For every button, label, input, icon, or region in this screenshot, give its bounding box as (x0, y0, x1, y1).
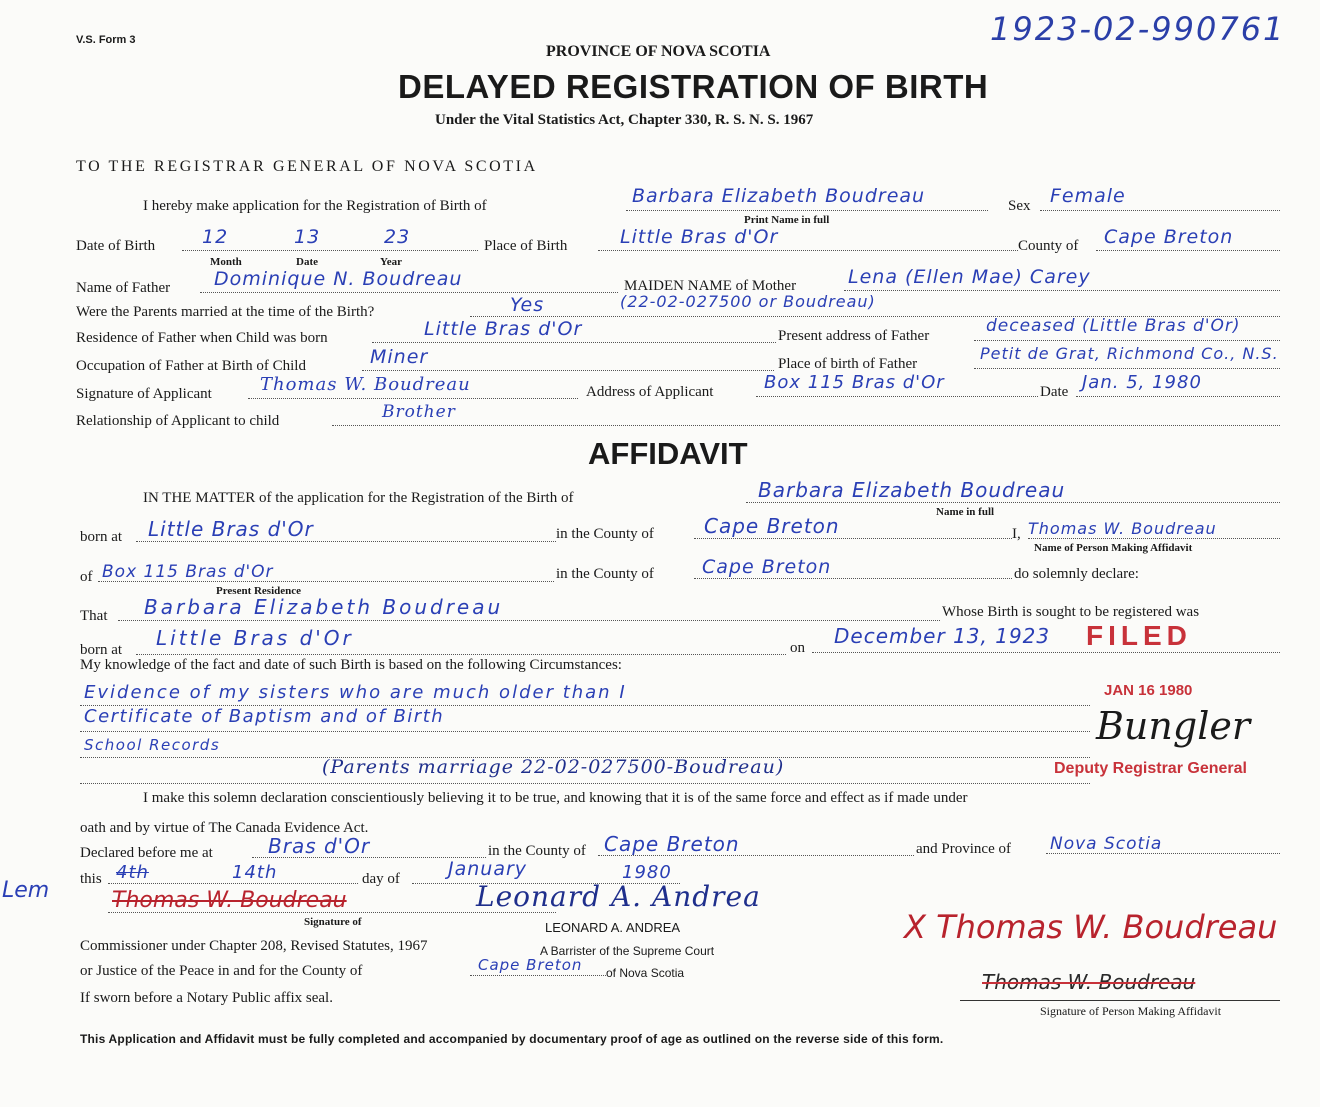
place-birth-value: Little Bras d'Or (620, 226, 779, 248)
registration-number: 1923-02-990761 (990, 10, 1286, 48)
i-label: I, (1012, 526, 1021, 542)
form-subtitle: Under the Vital Statistics Act, Chapter 330, R. S. N. S. 1967 (435, 112, 814, 128)
sig-person-line (960, 1000, 1280, 1001)
of-label: of (80, 569, 93, 585)
month-caption: Month (210, 256, 242, 268)
present-addr-label: Present address of Father (778, 328, 930, 344)
relationship-label: Relationship of Applicant to child (76, 413, 280, 429)
in-county-line (694, 538, 1012, 539)
relationship-line (332, 425, 1280, 426)
sig-of-caption: Signature of (304, 916, 362, 928)
declared-prov-value: Nova Scotia (1050, 834, 1163, 854)
county-value: Cape Breton (1104, 226, 1234, 248)
born-at-label: born at (80, 529, 123, 545)
father-value: Dominique N. Boudreau (214, 268, 463, 290)
affidavit-heading: AFFIDAVIT (588, 436, 748, 471)
that-name-value: Barbara Elizabeth Boudreau (144, 595, 504, 619)
form-title: DELAYED REGISTRATION OF BIRTH (398, 68, 989, 105)
addr-applicant-line (756, 396, 1038, 397)
addr-applicant-label: Address of Applicant (586, 384, 714, 400)
occupation-line (362, 370, 774, 371)
aff-born-value: Little Bras d'Or (148, 517, 314, 541)
father-line (200, 292, 618, 293)
on-date-value: December 13, 1923 (834, 624, 1051, 648)
sig-of-line (108, 912, 556, 913)
justice-line (470, 975, 606, 976)
res-father-line (372, 342, 776, 343)
date-caption: Date (296, 256, 318, 268)
sex-value: Female (1050, 185, 1126, 207)
justice-label: or Justice of the Peace in and for the County of (80, 963, 363, 979)
place-father-label: Place of birth of Father (778, 356, 918, 372)
year-of-value: 1980 (622, 862, 672, 883)
declared-label: Declared before me at (80, 845, 213, 861)
res-county-line (694, 578, 1012, 579)
justice-county-value: Cape Breton (478, 956, 583, 974)
deputy-registrar-stamp: Deputy Registrar General (1054, 760, 1247, 777)
that-line (118, 620, 940, 621)
occupation-label: Occupation of Father at Birth of Child (76, 358, 306, 374)
child-name: Barbara Elizabeth Boudreau (632, 185, 926, 207)
solemn-line-2: oath and by virtue of The Canada Evidence Act. (80, 820, 369, 836)
name-line (626, 210, 988, 211)
form-number: V.S. Form 3 (76, 34, 136, 46)
dob-label: Date of Birth (76, 238, 156, 254)
sex-line (1040, 210, 1280, 211)
struck-commissioner-sig: Thomas W. Boudreau (112, 888, 347, 913)
aff-person-value: Thomas W. Boudreau (1028, 519, 1217, 538)
circumstance-2: Certificate of Baptism and of Birth (84, 706, 445, 727)
to-registrar: TO THE REGISTRAR GENERAL OF NOVA SCOTIA (76, 158, 538, 175)
present-addr-line (974, 340, 1280, 341)
in-county-label-3: in the County of (488, 843, 586, 859)
sex-label: Sex (1008, 198, 1031, 214)
commissioner-name: LEONARD A. ANDREA (545, 920, 681, 935)
circumstance-1: Evidence of my sisters who are much older than I (84, 682, 627, 703)
matter-label: IN THE MATTER of the application for the Registration of the Birth of (143, 490, 574, 506)
date-applic-value: Jan. 5, 1980 (1082, 372, 1202, 393)
notary-label: If sworn before a Notary Public affix seal. (80, 990, 333, 1006)
dob-month: 12 (202, 226, 229, 248)
in-county-label: in the County of (556, 526, 654, 542)
declared-county-value: Cape Breton (604, 832, 740, 856)
struck-applicant-sig: Thomas W. Boudreau (982, 970, 1196, 994)
stamp-date: JAN 16 1980 (1104, 682, 1193, 699)
registrar-signature: Bungler (1096, 704, 1251, 748)
filed-stamp: FILED (1086, 620, 1192, 651)
place-father-value: Petit de Grat, Richmond Co., N.S. (980, 344, 1279, 363)
knowledge-label: My knowledge of the fact and date of such Birth is based on the following Circumstances: (80, 657, 622, 673)
aff-res-value: Box 115 Bras d'Or (102, 562, 274, 582)
this-line (108, 883, 358, 884)
year-caption: Year (380, 256, 402, 268)
declare-label: do solemnly declare: (1014, 566, 1139, 582)
date-label: Date (1040, 384, 1069, 400)
present-res-caption: Present Residence (216, 585, 302, 597)
born-at-label-2: born at (80, 642, 123, 658)
sig-applicant-label: Signature of Applicant (76, 386, 212, 402)
commissioner-of: of Nova Scotia (606, 966, 685, 980)
on-label: on (790, 640, 805, 656)
res-father-value: Little Bras d'Or (424, 318, 583, 340)
born-at-line-2 (136, 654, 786, 655)
province-heading: PROVINCE OF NOVA SCOTIA (546, 43, 771, 60)
person-line (1028, 538, 1280, 539)
county-label: County of (1018, 238, 1079, 254)
name-full-caption: Name in full (936, 506, 995, 518)
applicant-signature: Thomas W. Boudreau (260, 374, 471, 395)
date-line (1076, 396, 1280, 397)
print-name-caption: Print Name in full (744, 214, 830, 226)
mother-label: MAIDEN NAME of Mother (624, 278, 797, 294)
place-birth-label: Place of Birth (484, 238, 568, 254)
day-of-label: day of (362, 871, 400, 887)
apply-label: I hereby make application for the Registration of Birth of (143, 198, 487, 214)
aff-res-county-value: Cape Breton (702, 556, 832, 578)
aff-name-value: Barbara Elizabeth Boudreau (758, 478, 1066, 502)
month-of-value: January (448, 858, 528, 880)
solemn-line-1: I make this solemn declaration conscientiously believing it to be true, and knowing that it is of the same force and effect as if made under (143, 790, 968, 806)
present-addr-value: deceased (Little Bras d'Or) (986, 316, 1241, 336)
place-birth-line (598, 250, 1018, 251)
margin-initials: Lem (2, 878, 50, 903)
married-value: Yes (510, 294, 545, 316)
whose-label: Whose Birth is sought to be registered was (942, 604, 1200, 620)
place-father-line (974, 368, 1280, 369)
relationship-value: Brother (382, 402, 456, 422)
dob-line (182, 250, 478, 251)
marriage-ref: (22-02-027500 or Boudreau) (620, 292, 876, 311)
footer-note: This Application and Affidavit must be fully completed and accompanied by documentary proof of age as outlined on the reverse side of this form. (80, 1032, 944, 1046)
dob-year: 23 (384, 226, 411, 248)
commissioner-signature: Leonard A. Andrea (476, 880, 761, 913)
commissioner-label: Commissioner under Chapter 208, Revised Statutes, 1967 (80, 938, 428, 954)
circumstance-3: School Records (84, 736, 221, 754)
aff-county-value: Cape Breton (704, 514, 840, 538)
res-father-label: Residence of Father when Child was born (76, 330, 328, 346)
name-person-caption: Name of Person Making Affidavit (1034, 542, 1193, 554)
sig-person-caption: Signature of Person Making Affidavit (1040, 1004, 1222, 1018)
declared-at-value: Bras d'Or (268, 834, 371, 858)
applicant-signature-x: X Thomas W. Boudreau (904, 908, 1278, 946)
sig-applicant-line (248, 398, 578, 399)
matter-line (746, 502, 1280, 503)
commissioner-title: A Barrister of the Supreme Court (540, 944, 715, 958)
that-label: That (80, 608, 108, 624)
struck-day: 4th (116, 862, 149, 883)
dob-day: 13 (294, 226, 321, 248)
county-line (1096, 250, 1280, 251)
occupation-value: Miner (370, 346, 429, 368)
born-at-line (136, 541, 556, 542)
province-of-label: and Province of (916, 841, 1011, 857)
addr-applicant-value: Box 115 Bras d'Or (764, 372, 945, 393)
mother-value: Lena (Ellen Mae) Carey (848, 266, 1091, 288)
born2-value: Little Bras d'Or (156, 626, 354, 650)
on-line (812, 652, 1280, 653)
in-county-label-2: in the County of (556, 566, 654, 582)
this-label: this (80, 871, 102, 887)
father-label: Name of Father (76, 280, 171, 296)
this-day-value: 14th (232, 862, 278, 883)
mother-line (844, 290, 1280, 291)
circumstance-4: (Parents marriage 22-02-027500-Boudreau) (322, 756, 785, 778)
circ-line-2 (80, 731, 1090, 732)
married-label: Were the Parents married at the time of the Birth? (76, 304, 375, 320)
circ-line-4 (80, 783, 1090, 784)
